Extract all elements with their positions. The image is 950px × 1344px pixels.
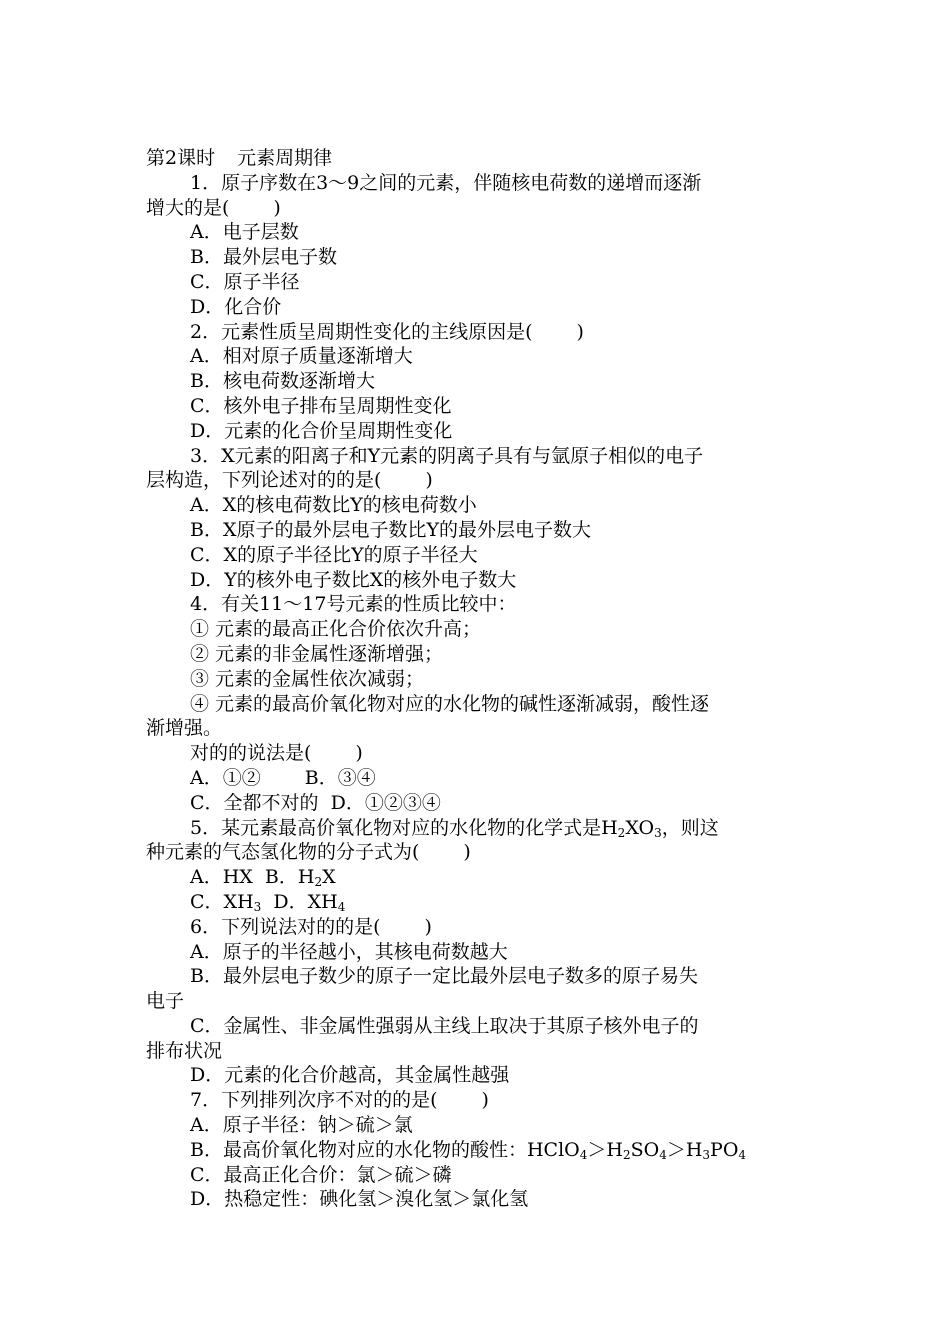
q4-statement-4: ④ 元素的最高价氧化物对应的水化物的碱性逐渐减弱，酸性逐: [190, 692, 710, 715]
q3-option-b: B．X原子的最外层电子数比Y的最外层电子数大: [190, 518, 592, 541]
q7-stem: 7．下列排列次序不对的的是( ): [190, 1089, 489, 1112]
q1-option-a: A．电子层数: [190, 221, 299, 244]
q3-option-d: D．Y的核外电子数比X的核外电子数大: [190, 568, 517, 591]
q1-option-b: B．最外层电子数: [190, 246, 337, 269]
q3-option-a: A．X的核电荷数比Y的核电荷数小: [190, 494, 477, 517]
q4-stem: 4．有关11～17号元素的性质比较中：: [190, 593, 517, 616]
q3-stem: 3．X元素的阳离子和Y元素的阴离子具有与氩原子相似的电子: [190, 444, 704, 467]
q6-option-b: B．最外层电子数少的原子一定比最外层电子数多的原子易失: [190, 965, 698, 988]
q4-options-cd: C．全都不对的 D．①②③④: [190, 791, 441, 814]
q6-stem: 6．下列说法对的的是( ): [190, 915, 432, 938]
q6-option-c-cont: 排布状况: [146, 1039, 223, 1062]
lesson-title: 第2课时 元素周期律: [146, 147, 333, 169]
q4-statement-1: ① 元素的最高正化合价依次升高；: [190, 618, 482, 641]
q6-option-b-cont: 电子: [146, 990, 185, 1013]
q4-ask: 对的的说法是( ): [190, 742, 363, 765]
q3-option-c: C．X的原子半径比Y的原子半径大: [190, 543, 478, 566]
q4-statement-2: ② 元素的非金属性逐渐增强；: [190, 642, 444, 665]
q6-option-c: C．金属性、非金属性强弱从主线上取决于其原子核外电子的: [190, 1014, 699, 1037]
q2-option-d: D．元素的化合价呈周期性变化: [190, 419, 453, 442]
document-page: [146, 146, 811, 1212]
q2-stem: 2．元素性质呈周期性变化的主线原因是( ): [190, 320, 584, 343]
q5-stem: 5．某元素最高价氧化物对应的水化物的化学式是$H_2XO_3$，则这: [190, 816, 719, 840]
q7-option-c: C．最高正化合价：氯＞硫＞磷: [190, 1163, 452, 1186]
q4-options-ab: A．①② B．③④: [190, 766, 376, 789]
q1-stem-cont: 增大的是( ): [146, 196, 281, 219]
q5-options-ab: A．HX B．$H_2X$: [190, 866, 336, 890]
q7-option-b: B．最高价氧化物对应的水化物的酸性：$HClO_4>H_2SO_4>H_3PO_4$: [190, 1138, 747, 1162]
q2-option-b: B．核电荷数逐渐增大: [190, 370, 375, 393]
q6-option-d: D．元素的化合价越高，其金属性越强: [190, 1064, 510, 1087]
q5-stem-cont: 种元素的气态氢化物的分子式为( ): [146, 841, 471, 864]
q6-option-a: A．原子的半径越小，其核电荷数越大: [190, 940, 508, 963]
q2-option-a: A．相对原子质量逐渐增大: [190, 345, 413, 368]
q3-stem-cont: 层构造，下列论述对的的是( ): [146, 469, 433, 492]
q4-statement-3: ③ 元素的金属性依次减弱；: [190, 667, 425, 690]
q1-option-d: D．化合价: [190, 295, 282, 318]
q7-option-d: D．热稳定性：碘化氢＞溴化氢＞氯化氢: [190, 1188, 529, 1211]
q4-statement-4-cont: 渐增强。: [146, 717, 223, 740]
q2-option-c: C．核外电子排布呈周期性变化: [190, 394, 452, 417]
q1-option-c: C．原子半径: [190, 270, 300, 293]
q5-options-cd: C．$XH_3$ D．$XH_4$: [190, 890, 346, 914]
q1-stem: 1．原子序数在3～9之间的元素，伴随核电荷数的递增而逐渐: [190, 171, 702, 194]
q7-option-a: A．原子半径：钠＞硫＞氯: [190, 1114, 413, 1137]
